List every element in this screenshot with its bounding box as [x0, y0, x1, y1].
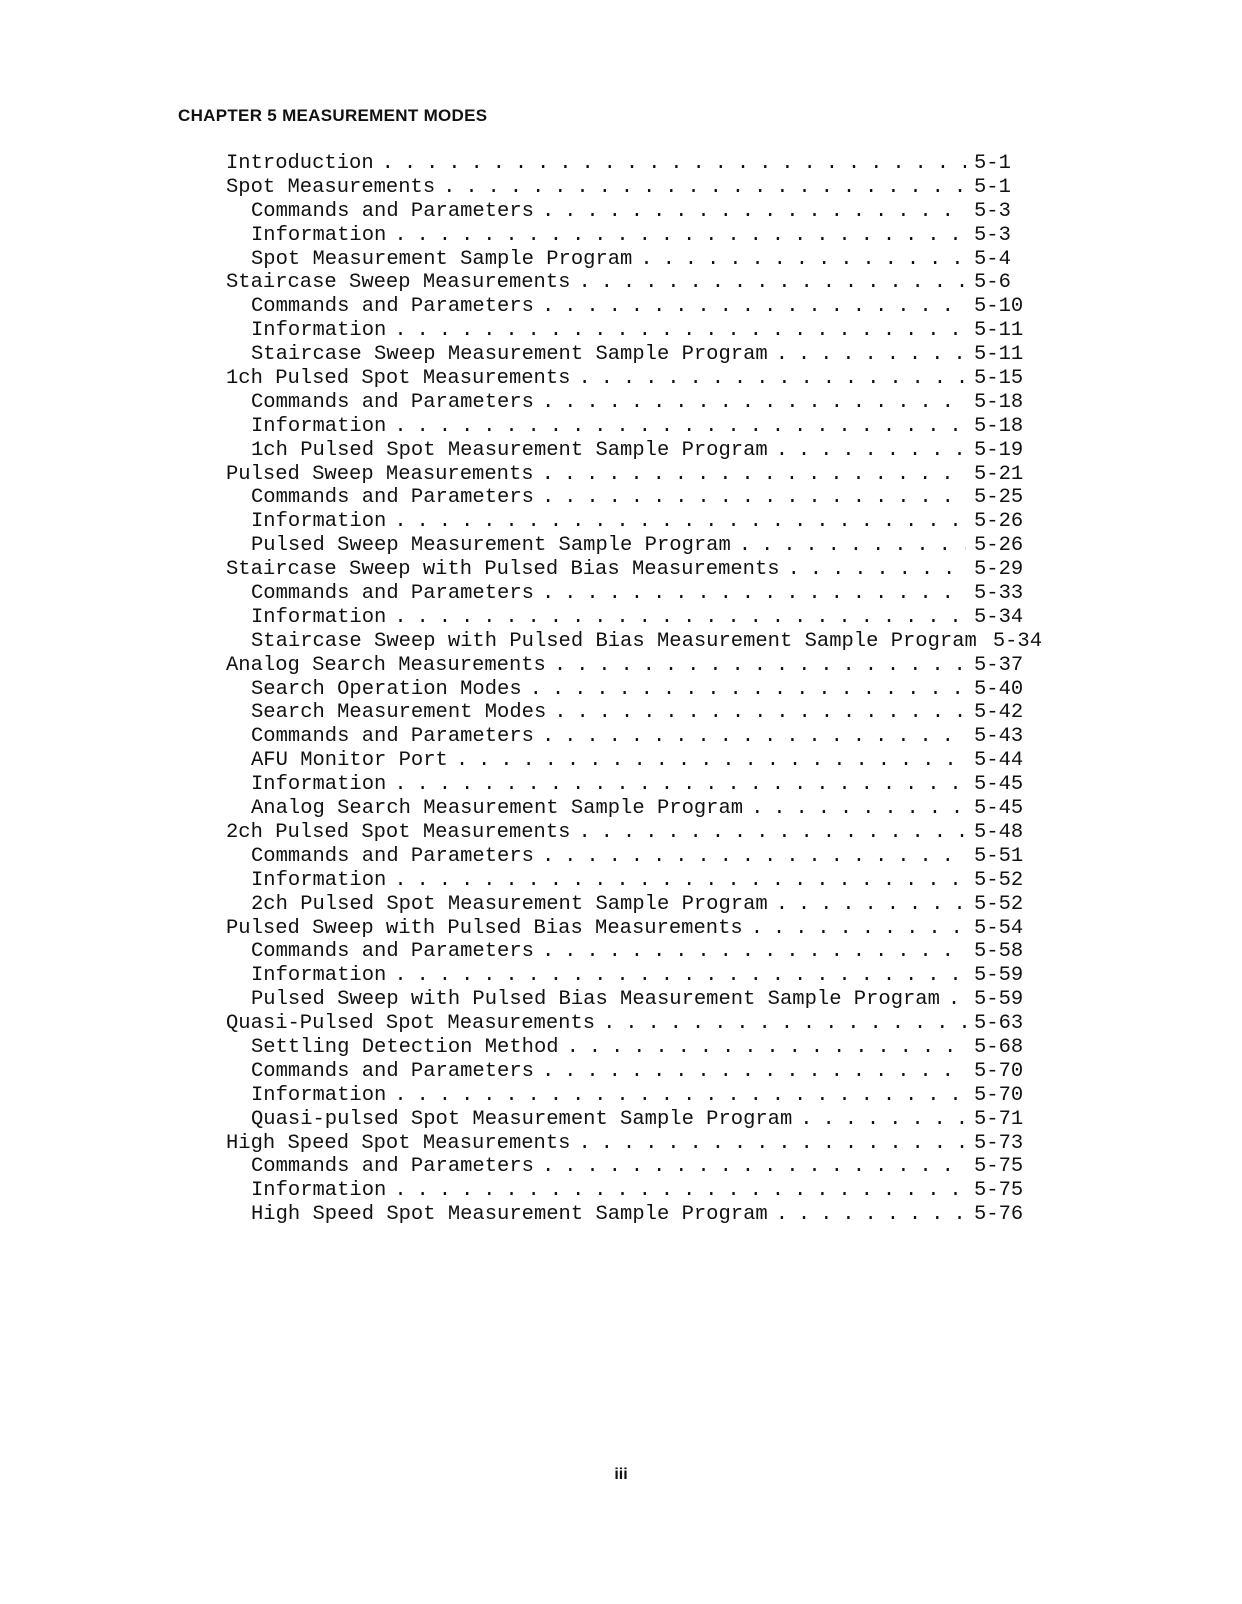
toc-entry-title: Information: [251, 868, 387, 892]
toc-entry: [226, 415, 1036, 439]
toc-entry: [226, 319, 1036, 343]
toc-entry-page: 5-68: [974, 1035, 1024, 1059]
dot-leader: [394, 869, 966, 893]
toc-entry-page: 5-52: [974, 892, 1024, 916]
toc-entry-title: Staircase Sweep with Pulsed Bias Measurements: [226, 558, 780, 582]
dot-leader: [578, 821, 966, 845]
dot-leader: [948, 988, 966, 1012]
toc-entry-page: 5-37: [974, 653, 1024, 677]
dot-leader: [542, 463, 966, 487]
dot-leader: [554, 701, 966, 725]
dot-leader: [542, 940, 966, 964]
dot-leader: [603, 1012, 966, 1036]
toc-entry: [226, 200, 1036, 224]
toc-entry-page: 5-18: [974, 390, 1024, 414]
toc-entry-page: 5-59: [974, 988, 1024, 1012]
toc-entry-page: 5-25: [974, 486, 1024, 510]
toc-entry-title: Staircase Sweep Measurements: [226, 271, 571, 295]
toc-entry: [226, 964, 1036, 988]
toc-entry: [226, 1012, 1036, 1036]
toc-entry: [226, 152, 1036, 176]
toc-entry-page: 5-54: [974, 916, 1024, 940]
toc-entry-title: Search Operation Modes: [251, 677, 522, 701]
toc-entry: [226, 629, 1043, 654]
toc-entry: [226, 439, 1036, 463]
toc-entry: [226, 582, 1036, 606]
dot-leader: [751, 797, 966, 821]
toc-entry-page: 5-75: [974, 1155, 1024, 1179]
toc-entry-title: 2ch Pulsed Spot Measurements: [226, 820, 571, 844]
toc-entry-page: 5-34: [974, 605, 1024, 629]
dot-leader: [751, 917, 966, 941]
toc-entry-page: 5-11: [974, 319, 1024, 343]
toc-entry: [226, 893, 1036, 917]
toc-entry: [226, 271, 1036, 295]
dot-leader: [382, 152, 966, 176]
toc-entry: [226, 295, 1036, 319]
toc-entry-page: 5-42: [974, 701, 1024, 725]
toc-entry-title: Information: [251, 964, 387, 988]
toc-entry-title: Quasi-pulsed Spot Measurement Sample Program: [251, 1107, 793, 1131]
dot-leader: [394, 224, 966, 248]
toc-entry: [226, 248, 1036, 272]
toc-entry-title: Pulsed Sweep with Pulsed Bias Measurement Sample Program: [251, 988, 940, 1012]
toc-entry: [226, 224, 1036, 248]
toc-entry-page: 5-21: [974, 462, 1024, 486]
dot-leader: [394, 606, 966, 630]
toc-entry: [226, 654, 1036, 678]
dot-leader: [542, 486, 966, 510]
toc-entry-title: Commands and Parameters: [251, 1059, 534, 1083]
toc-entry: [226, 1108, 1036, 1132]
toc-entry: [226, 1132, 1036, 1156]
toc-entry-title: Commands and Parameters: [251, 390, 534, 414]
toc-entry-title: Information: [251, 773, 387, 797]
toc-entry-title: Quasi-Pulsed Spot Measurements: [226, 1012, 596, 1036]
toc-entry-page: 5-63: [974, 1012, 1024, 1036]
dot-leader: [542, 391, 966, 415]
toc-entry: [226, 1179, 1036, 1203]
toc-entry: [226, 463, 1036, 487]
toc-entry-title: Commands and Parameters: [251, 295, 534, 319]
toc-entry: [226, 797, 1036, 821]
toc-entry-page: 5-19: [974, 438, 1024, 462]
toc-entry-title: Commands and Parameters: [251, 582, 534, 606]
toc-entry-page: 5-58: [974, 940, 1024, 964]
dot-leader: [456, 749, 966, 773]
table-of-contents: [226, 152, 1043, 1227]
toc-entry-page: 5-43: [974, 725, 1024, 749]
toc-entry: [226, 917, 1036, 941]
toc-entry-page: 5-33: [974, 582, 1024, 606]
toc-entry-title: Commands and Parameters: [251, 844, 534, 868]
toc-entry: [226, 988, 1036, 1012]
toc-entry-title: Information: [251, 1083, 387, 1107]
toc-entry: [226, 343, 1036, 367]
toc-entry-title: Search Measurement Modes: [251, 701, 547, 725]
toc-entry-title: Spot Measurements: [226, 175, 436, 199]
dot-leader: [800, 1108, 966, 1132]
toc-entry-title: Analog Search Measurements: [226, 653, 546, 677]
dot-leader: [640, 248, 966, 272]
toc-entry-page: 5-10: [974, 295, 1024, 319]
toc-entry-page: 5-45: [974, 797, 1024, 821]
dot-leader: [394, 319, 966, 343]
toc-entry-page: 5-1: [974, 175, 1011, 199]
dot-leader: [542, 1155, 966, 1179]
toc-entry: [226, 725, 1036, 749]
toc-entry-title: Commands and Parameters: [251, 725, 534, 749]
dot-leader: [776, 1203, 966, 1227]
toc-entry-title: Pulsed Sweep Measurements: [226, 462, 534, 486]
dot-leader: [530, 678, 966, 702]
toc-entry: [226, 534, 1036, 558]
toc-entry-page: 5-76: [974, 1203, 1024, 1227]
toc-entry-title: Pulsed Sweep with Pulsed Bias Measurements: [226, 916, 743, 940]
toc-entry: [226, 773, 1036, 797]
dot-leader: [443, 176, 966, 200]
toc-entry-title: Commands and Parameters: [251, 199, 534, 223]
toc-entry-title: AFU Monitor Port: [251, 749, 448, 773]
toc-entry-title: Settling Detection Method: [251, 1035, 559, 1059]
chapter-title: CHAPTER 5 MEASUREMENT MODES: [178, 106, 488, 125]
dot-leader: [776, 893, 966, 917]
toc-entry-page: 5-3: [974, 199, 1011, 223]
toc-entry-page: 5-6: [974, 271, 1011, 295]
toc-entry: [226, 510, 1036, 534]
toc-entry-page: 5-52: [974, 868, 1024, 892]
toc-entry-title: Commands and Parameters: [251, 1155, 534, 1179]
toc-entry: [226, 486, 1036, 510]
toc-entry-title: High Speed Spot Measurements: [226, 1131, 571, 1155]
toc-entry-title: Staircase Sweep with Pulsed Bias Measurement Sample Program: [251, 629, 977, 653]
toc-entry-title: Information: [251, 319, 387, 343]
toc-entry-title: 1ch Pulsed Spot Measurement Sample Program: [251, 438, 768, 462]
toc-entry: [226, 391, 1036, 415]
dot-leader: [542, 845, 966, 869]
toc-entry-page: 5-26: [974, 534, 1024, 558]
toc-entry: [226, 1036, 1036, 1060]
toc-entry-title: Pulsed Sweep Measurement Sample Program: [251, 534, 731, 558]
toc-entry: [226, 821, 1036, 845]
dot-leader: [567, 1036, 966, 1060]
toc-entry: [226, 176, 1036, 200]
toc-entry-page: 5-26: [974, 510, 1024, 534]
toc-entry-page: 5-70: [974, 1059, 1024, 1083]
dot-leader: [542, 295, 966, 319]
dot-leader: [776, 343, 966, 367]
toc-entry-page: 5-34: [992, 629, 1043, 653]
toc-entry: [226, 1084, 1036, 1108]
dot-leader: [542, 200, 966, 224]
toc-entry: [226, 749, 1036, 773]
toc-entry-title: 1ch Pulsed Spot Measurements: [226, 367, 571, 391]
toc-entry-page: 5-40: [974, 677, 1024, 701]
dot-leader: [394, 964, 966, 988]
toc-entry-page: 5-4: [974, 247, 1011, 271]
toc-entry: [226, 558, 1036, 582]
toc-entry: [226, 367, 1036, 391]
dot-leader: [394, 773, 966, 797]
toc-entry-page: 5-45: [974, 773, 1024, 797]
toc-entry: [226, 606, 1036, 630]
dot-leader: [578, 367, 966, 391]
dot-leader: [578, 271, 966, 295]
toc-entry: [226, 940, 1036, 964]
toc-entry-title: Commands and Parameters: [251, 486, 534, 510]
toc-entry-title: Information: [251, 510, 387, 534]
dot-leader: [542, 725, 966, 749]
dot-leader: [394, 415, 966, 439]
toc-entry: [226, 701, 1036, 725]
toc-entry-title: Information: [251, 223, 387, 247]
toc-entry-title: 2ch Pulsed Spot Measurement Sample Program: [251, 892, 768, 916]
toc-entry-page: 5-51: [974, 844, 1024, 868]
toc-entry-title: Introduction: [226, 152, 374, 175]
dot-leader: [542, 582, 966, 606]
toc-entry-page: 5-3: [974, 223, 1011, 247]
toc-entry-title: Information: [251, 605, 387, 629]
toc-entry: [226, 1203, 1036, 1227]
toc-entry-title: Spot Measurement Sample Program: [251, 247, 633, 271]
toc-entry-page: 5-73: [974, 1131, 1024, 1155]
toc-entry-page: 5-29: [974, 558, 1024, 582]
toc-entry-title: Information: [251, 1179, 387, 1203]
toc-entry-title: Staircase Sweep Measurement Sample Program: [251, 343, 768, 367]
dot-leader: [739, 534, 966, 558]
toc-entry: [226, 869, 1036, 893]
toc-entry-title: Information: [251, 414, 387, 438]
toc-entry-page: 5-1: [974, 152, 1011, 175]
toc-entry: [226, 1155, 1036, 1179]
dot-leader: [554, 654, 966, 678]
toc-entry-page: 5-70: [974, 1083, 1024, 1107]
toc-entry-title: High Speed Spot Measurement Sample Program: [251, 1203, 768, 1227]
toc-entry: [226, 678, 1036, 702]
dot-leader: [788, 558, 966, 582]
toc-entry-page: 5-48: [974, 820, 1024, 844]
dot-leader: [776, 439, 966, 463]
toc-entry-page: 5-75: [974, 1179, 1024, 1203]
toc-entry-page: 5-71: [974, 1107, 1024, 1131]
toc-entry-page: 5-18: [974, 414, 1024, 438]
toc-entry-page: 5-59: [974, 964, 1024, 988]
toc-entry: [226, 1060, 1036, 1084]
dot-leader: [578, 1132, 966, 1156]
toc-entry-title: Commands and Parameters: [251, 940, 534, 964]
page-number: iii: [614, 1466, 628, 1483]
toc-entry: [226, 845, 1036, 869]
toc-entry-title: Analog Search Measurement Sample Program: [251, 797, 744, 821]
dot-leader: [394, 510, 966, 534]
toc-entry-page: 5-44: [974, 749, 1024, 773]
toc-entry-page: 5-15: [974, 367, 1024, 391]
dot-leader: [394, 1084, 966, 1108]
dot-leader: [394, 1179, 966, 1203]
dot-leader: [542, 1060, 966, 1084]
toc-entry-page: 5-11: [974, 343, 1024, 367]
